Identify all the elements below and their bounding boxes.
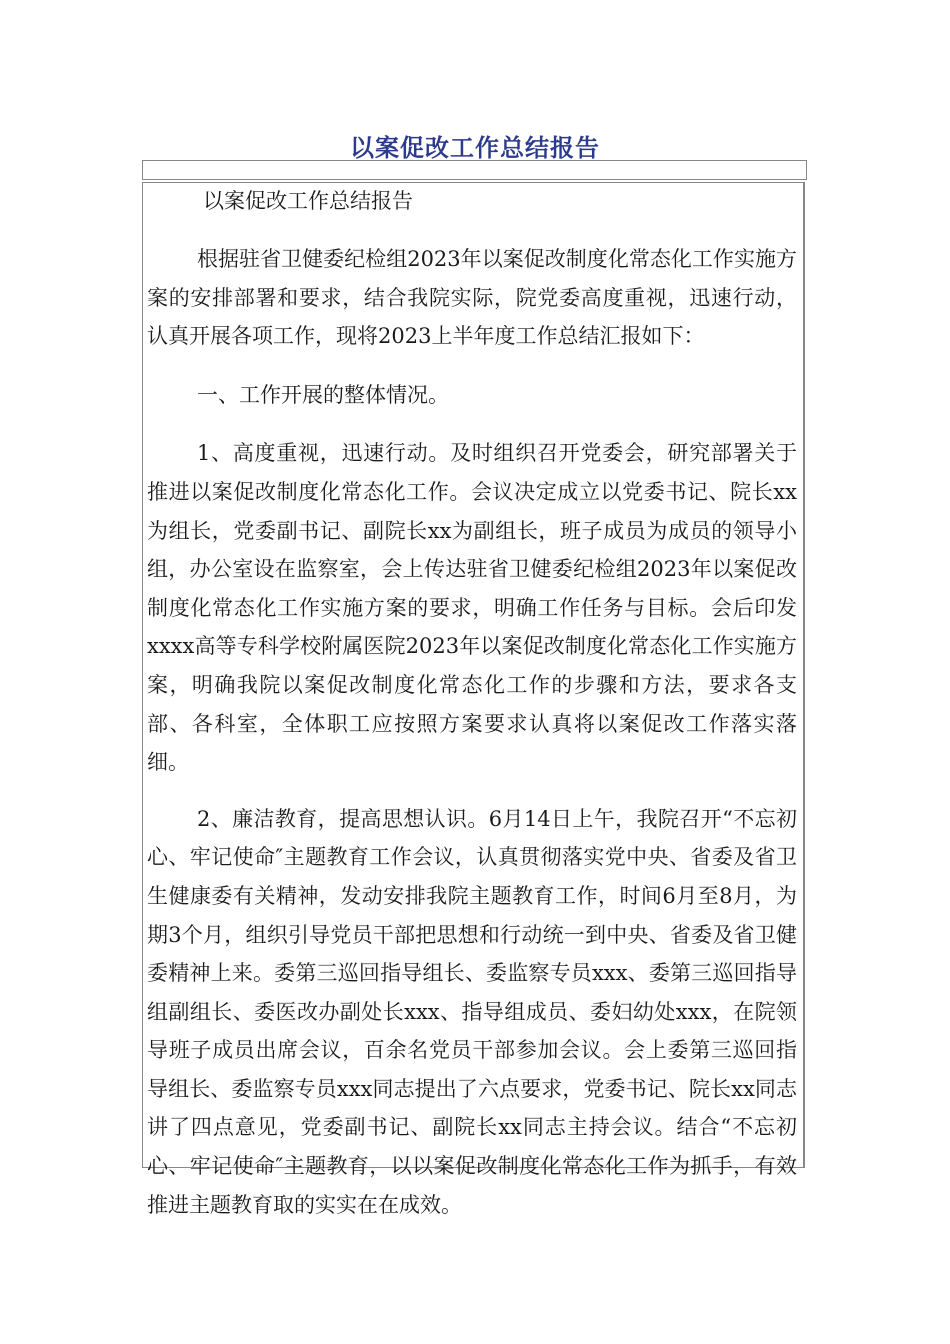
header-strip <box>142 160 807 180</box>
paragraph-intro: 根据驻省卫健委纪检组2023年以案促改制度化常态化工作实施方案的安排部署和要求，结合我院实际，院党委高度重视，迅速行动，认真开展各项工作，现将2023上半年度工作总结汇报如下： <box>147 247 797 349</box>
paragraph-item-1: 1、高度重视，迅速行动。及时组织召开党委会，研究部署关于推进以案促改制度化常态化工作。会议决定成立以党委书记、院长xx为组长，党委副书记、副院长xx为副组长，班子成员为成员的领导小组，办公室设在监察室，会上传达驻省卫健委纪检组2023年以案促改制度化常态化工作实施方案的要求，明确工作任务与目标。会后印发xxxx高等专科学校附属医院2023年以案促改制度化常态化工作实施方案，明确我院以案促改制度化常态化工作的步骤和方法，要求各支部、各科室，全体职工应按照方案要求认真将以案促改工作落实落细。 <box>147 441 797 775</box>
content-box <box>142 182 805 1217</box>
content-body <box>143 183 803 1224</box>
inner-title: 以案促改工作总结报告 <box>203 189 413 213</box>
paragraph-item-2: 2、廉洁教育，提高思想认识。6月14日上午，我院召开“不忘初心、牢记使命″主题教育工作会议，认真贯彻落实党中央、省委及省卫生健康委有关精神，发动安排我院主题教育工作，时间6月至8月，为期3个月，组织引导党员干部把思想和行动统一到中央、省委及省卫健委精神上来。委第三巡回指导组长、委监察专员xxx、委第三巡回指导组副组长、委医改办副处长xxx、指导组成员、委妇幼处xxx，在院领导班子成员出席会议，百余名党员干部参加会议。会上委第三巡回指导组长、委监察专员xxx同志提出了六点要求，党委书记、院长xx同志讲了四点意见，党委副书记、副院长xx同志主持会议。结合“不忘初心、牢记使命″主题教育，以以案促改制度化常态化工作为抓手，有效推进主题教育取的实实在在成效。 <box>147 806 797 1217</box>
section-heading: 一、工作开展的整体情况。 <box>197 382 449 407</box>
document-title: 以案促改工作总结报告 <box>350 134 600 162</box>
